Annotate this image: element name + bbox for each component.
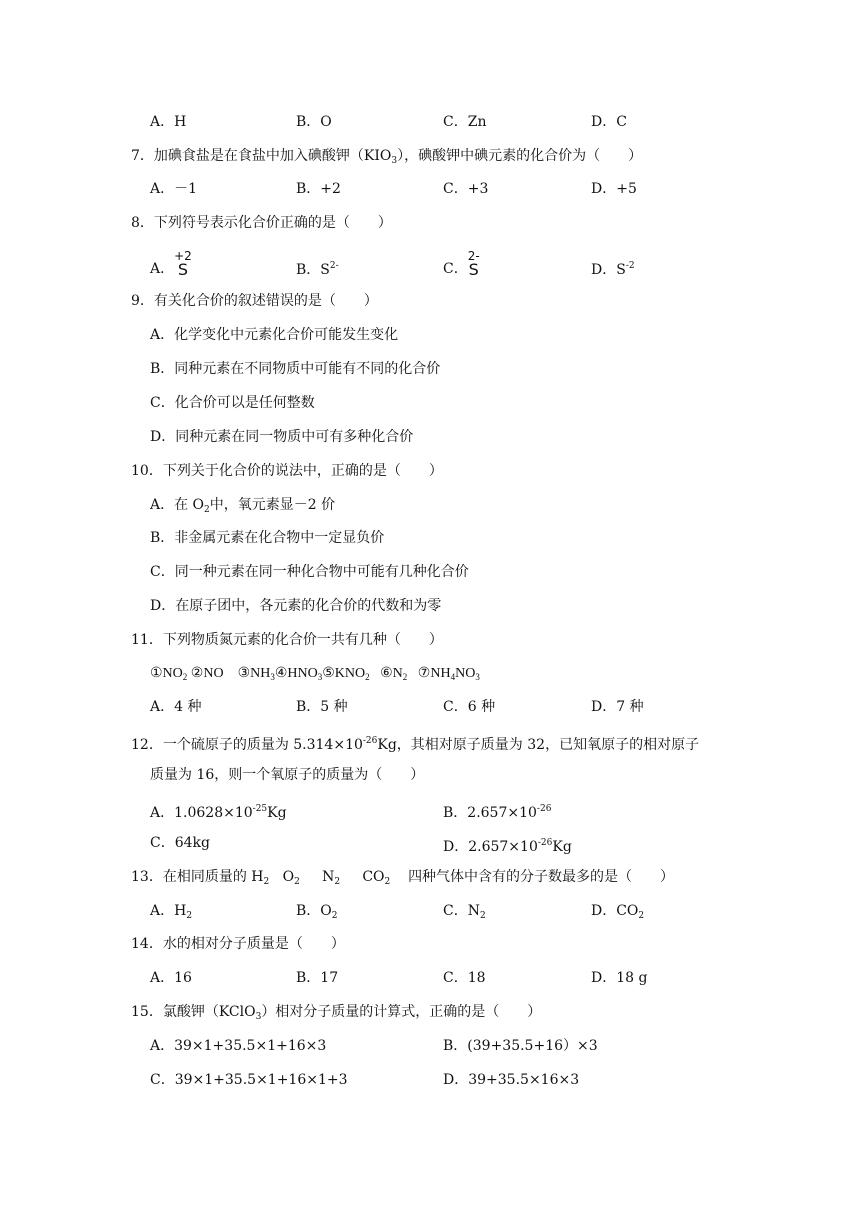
q14-stem: 14．水的相对分子质量是（ ） — [131, 936, 345, 952]
q11-option-a: A．4 种 — [150, 699, 202, 715]
q10-option-d: D．在原子团中，各元素的化合价的代数和为零 — [150, 598, 442, 614]
q8-stem: 8．下列符号表示化合价正确的是（ ） — [131, 215, 392, 231]
q7-option-d: D．+5 — [591, 181, 637, 197]
q12-option-b: B．$2.657\times 10^{-26}$ — [443, 804, 552, 821]
q10-stem: 10．下列关于化合价的说法中，正确的是（ ） — [131, 463, 443, 479]
q15-option-c: C．39×1+35.5×1+16×1+3 — [150, 1072, 348, 1088]
q10-option-b: B．非金属元素在化合物中一定显负价 — [150, 530, 385, 546]
q15-option-a: A．39×1+35.5×1+16×3 — [150, 1038, 327, 1054]
q12-option-c: C．64kg — [150, 835, 210, 851]
q9-option-d: D．同种元素在同一物质中可有多种化合价 — [150, 429, 414, 445]
q11-option-d: D．7 种 — [591, 699, 644, 715]
q11-option-b: B．5 种 — [296, 699, 348, 715]
q15-option-b: B．(39+35.5+16）×3 — [443, 1038, 598, 1054]
q12-stem: 12．一个硫原子的质量为 $5.314\times 10^{-26}Kg$，其相对原子质量为 32，已知氧原子的相对原子 — [131, 736, 700, 753]
q12-option-a: A．$1.0628\times 10^{-25}Kg$ — [150, 804, 287, 821]
q8-option-a: A． +2 S — [150, 249, 192, 279]
q9-stem: 9．有关化合价的叙述错误的是（ ） — [131, 293, 378, 309]
q11-substances: $①NO_2$ ②NO $③NH_3④HNO_3⑤KNO_2$ $⑥N_2$ $⑦NH_4NO_3$ — [150, 666, 480, 682]
q8-option-b: B．$S^{2-}$ — [296, 261, 339, 278]
q10-option-c: C．同一种元素在同一种化合物中可能有几种化合价 — [150, 564, 469, 580]
q11-option-c: C．6 种 — [443, 699, 496, 715]
q12-stem-continued: 质量为 16，则一个氧原子的质量为（ ） — [150, 767, 425, 783]
q14-option-d: D．18 g — [591, 970, 648, 986]
q13-option-c: C．$N_2$ — [443, 903, 486, 921]
q11-stem: 11．下列物质氮元素的化合价一共有几种（ ） — [131, 632, 443, 648]
q10-option-a: A．在 $O_2$中，氧元素显－2 价 — [150, 497, 336, 515]
q6-option-d: D．C — [591, 114, 627, 130]
q8-option-d: D．$S^{-2}$ — [591, 261, 635, 278]
q13-stem: 13．在相同质量的 $H_2$ $O_2$ $N_2$ $CO_2$ 四种气体中含有的分子数最多的是（ ） — [131, 869, 675, 887]
q14-option-c: C．18 — [443, 970, 486, 986]
q7-option-c: C．+3 — [443, 181, 489, 197]
q14-option-a: A．16 — [150, 970, 192, 986]
q12-option-d: D．$2.657\times 10^{-26}Kg$ — [443, 838, 572, 855]
q13-option-a: A．$H_2$ — [150, 903, 193, 921]
q13-option-d: D．$CO_2$ — [591, 903, 645, 921]
q7-option-a: A．－1 — [150, 181, 198, 197]
q6-option-c: C．Zn — [443, 114, 487, 130]
q15-option-d: D．39+35.5×16×3 — [443, 1072, 580, 1088]
q14-option-b: B．17 — [296, 970, 339, 986]
q6-option-a: A．H — [150, 114, 187, 130]
q9-option-c: C．化合价可以是任何整数 — [150, 395, 315, 411]
q13-option-b: B．$O_2$ — [296, 903, 338, 921]
q8-option-c: C． 2- S — [443, 249, 480, 279]
q6-option-b: B．O — [296, 114, 332, 130]
q9-option-b: B．同种元素在不同物质中可能有不同的化合价 — [150, 361, 441, 377]
q7-option-b: B．+2 — [296, 181, 341, 197]
q7-stem: 7．加碘食盐是在食盐中加入碘酸钾$(KIO_3)$，碘酸钾中碘元素的化合价为（ ） — [131, 148, 643, 166]
q15-stem: 15．氯酸钾（KClO$_3$）相对分子质量的计算式，正确的是（ ） — [131, 1004, 542, 1022]
q9-option-a: A．化学变化中元素化合价可能发生变化 — [150, 327, 399, 343]
